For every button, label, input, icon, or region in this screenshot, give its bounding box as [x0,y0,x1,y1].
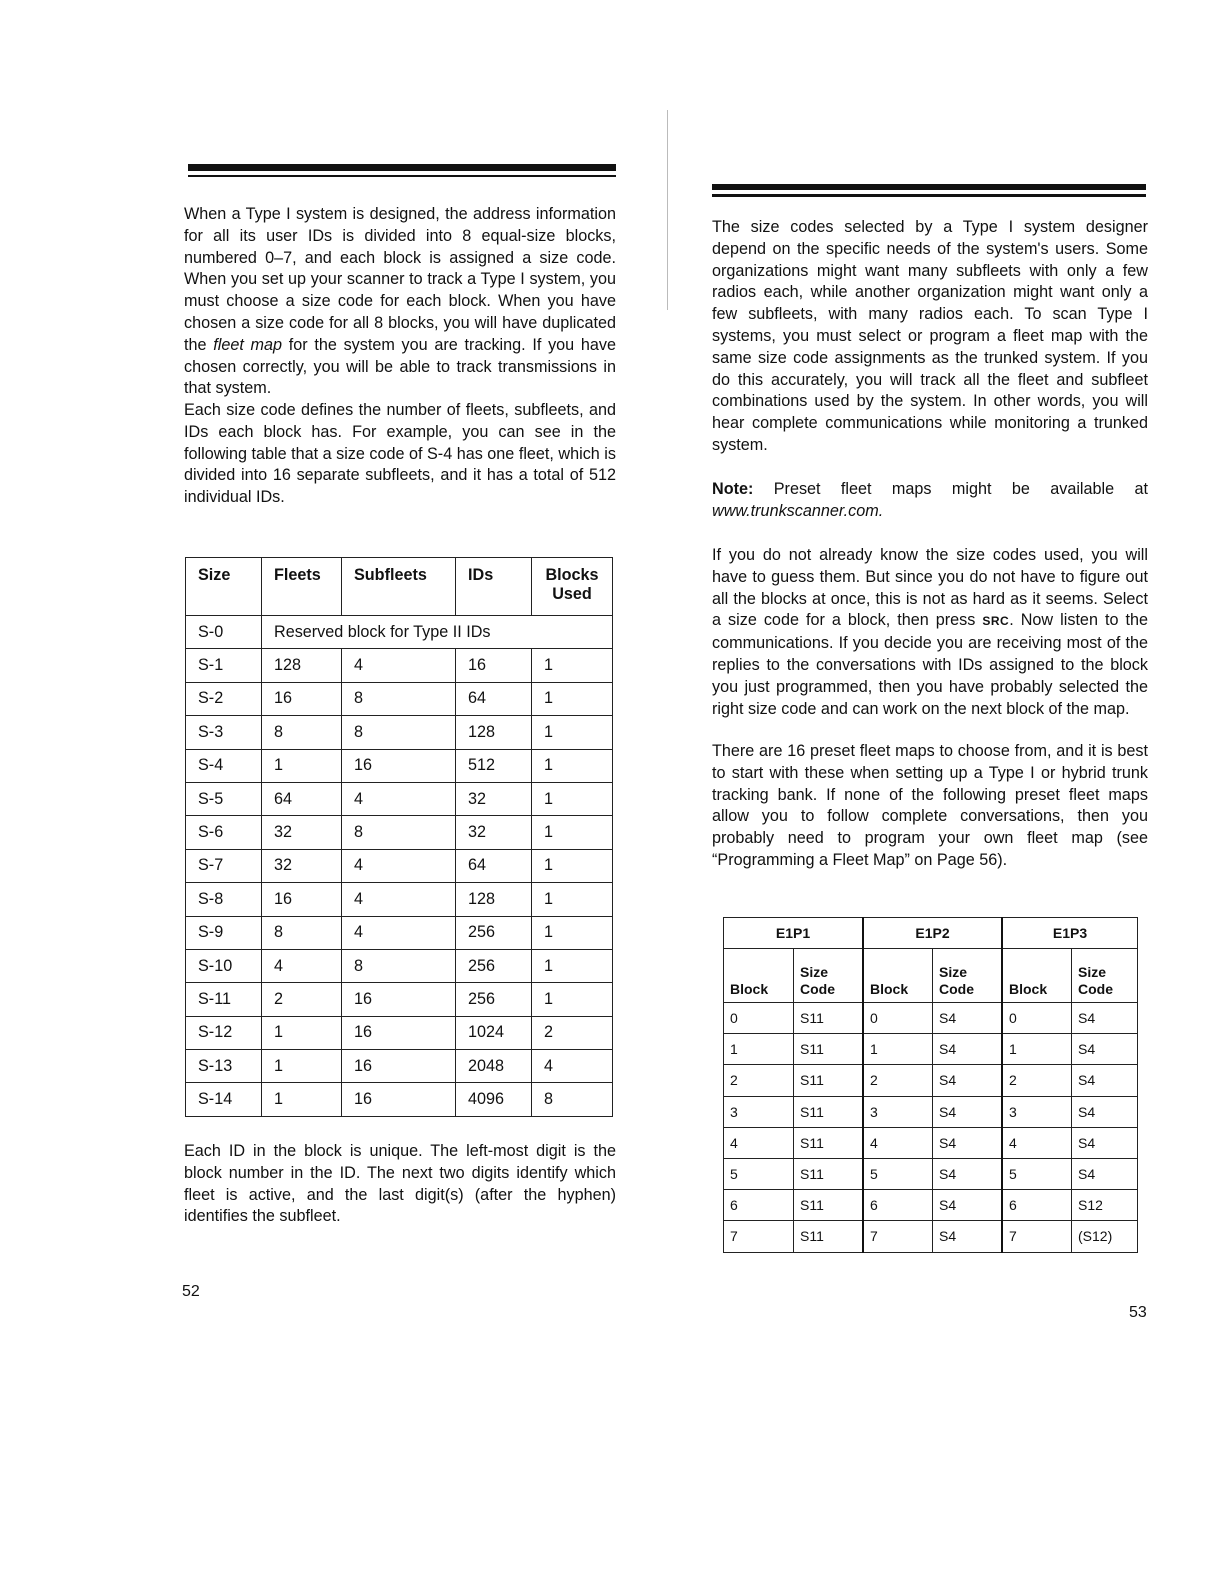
right-header-rule-thin [712,194,1146,197]
table-cell: 6 [863,1190,933,1221]
table-row [724,1190,1138,1221]
table-cell: 1 [724,1034,794,1065]
note-url: www.trunkscanner.com. [712,501,884,520]
table-cell: 8 [262,716,342,749]
table-row-reserved: S-0 Reserved block for Type II IDs [186,616,613,649]
table-cell: S11 [794,1003,864,1034]
size-col-header: Size [186,558,262,616]
table-cell: S4 [933,1221,1003,1252]
table-cell: 16 [456,649,532,682]
size-code-col-header: Size Code [1072,949,1138,1003]
table-row [186,749,613,782]
table-row [186,782,613,815]
left-header-rule-thick [188,164,616,171]
right-header-rule-thick [712,184,1146,190]
table-cell: 3 [724,1096,794,1127]
table-row [724,1096,1138,1127]
table-row [724,1158,1138,1189]
table-cell: S4 [1072,1127,1138,1158]
page-number-left: 52 [182,1283,200,1300]
table-cell: 1024 [456,1016,532,1049]
table-row [724,1034,1138,1065]
table-cell: 2 [262,983,342,1016]
table-cell: 4 [342,916,456,949]
table-cell: 3 [1002,1096,1072,1127]
table-cell: S4 [1072,1065,1138,1096]
group-header-e1p3: E1P3 [1002,918,1138,949]
right-intro-paragraph: The size codes selected by a Type I system designer depend on the specific needs of the system's users. Some organizations might want many subfleets with only a few radios each, while another organization might want only a few subfleets, with many radios each. To scan Type I systems, you must select or program a fleet map with the same size code assignments as the trunked system. If you do this accurately, you will track all the fleet and subfleet combinations used by the system. In other words, you will hear complete communications while monitoring a trunked system. [712,218,1148,454]
table-cell: 16 [262,883,342,916]
table-cell: 1 [532,983,613,1016]
table-cell: 1 [532,883,613,916]
fleets-col-header: Fleets [262,558,342,616]
table-cell: 32 [456,782,532,815]
table-cell: 32 [262,816,342,849]
table-cell: 128 [456,716,532,749]
table-cell: 16 [342,1016,456,1049]
table-row [186,1016,613,1049]
table-cell: 16 [262,682,342,715]
table-cell: S-12 [186,1016,262,1049]
table-cell: 8 [342,949,456,982]
table-cell: 256 [456,949,532,982]
preset-fleet-map-table [723,917,1138,1253]
table-cell: S-13 [186,1050,262,1083]
table-row [186,949,613,982]
table-cell: 4 [342,649,456,682]
table-cell: 4096 [456,1083,532,1116]
table-cell: S11 [794,1190,864,1221]
table-cell: 5 [724,1158,794,1189]
table-cell: 4 [724,1127,794,1158]
left-second-paragraph: Each size code defines the number of fleets, subfleets, and IDs each block has. For example, you can see in the following table that a size code of S-4 has one fleet, which is divided into 16 separate subfleets, and it has a total of 512 individual IDs. [184,401,616,507]
fleet-map-term: fleet map [213,335,283,354]
table-cell: S-7 [186,849,262,882]
table-cell: S4 [1072,1158,1138,1189]
table-cell: 1 [532,716,613,749]
table-cell: 2048 [456,1050,532,1083]
table-cell: 2 [863,1065,933,1096]
size-code-table [185,557,613,1117]
table-row [186,649,613,682]
table-cell: 8 [262,916,342,949]
size-code-col-header: Size Code [933,949,1003,1003]
size-table-header-row [186,558,613,616]
table-cell: (S12) [1072,1221,1138,1252]
table-row [186,1083,613,1116]
table-cell: 1 [532,916,613,949]
table-row [186,1050,613,1083]
table-cell: 128 [262,649,342,682]
left-intro-paragraph: When a Type I system is designed, the address information for all its user IDs is divided into 8 equal-size blocks, numbered 0–7, and each block is assigned a size code. When you set up your scanner to track a Type I system, you must choose a size code for each block. When you have chosen a size code for all 8 blocks, you will have duplicated the fleet map for the system you are tracking. If you have chosen correctly, you will be able to track transmissions in that system. [184,205,616,398]
table-row [186,682,613,715]
table-cell: 8 [342,716,456,749]
table-cell: S-9 [186,916,262,949]
table-cell: 0 [724,1003,794,1034]
table-cell: S11 [794,1127,864,1158]
table-cell: 16 [342,749,456,782]
table-cell: S4 [933,1034,1003,1065]
table-cell: S4 [933,1003,1003,1034]
table-cell: S-14 [186,1083,262,1116]
right-note-paragraph: Note: Preset fleet maps might be available at www.trunkscanner.com. [712,480,1148,520]
note-label: Note: [712,480,754,498]
table-row [724,1003,1138,1034]
block-col-header: Block [724,949,794,1003]
table-cell: 8 [342,682,456,715]
table-row [186,849,613,882]
table-cell: S-6 [186,816,262,849]
table-cell: 512 [456,749,532,782]
table-cell: 4 [1002,1127,1072,1158]
table-cell: S4 [933,1158,1003,1189]
table-cell: 8 [342,816,456,849]
right-guess-paragraph: If you do not already know the size codes used, you will have to guess them. But since you do not have to figure out all the blocks at once, this is not as hard as it seems. Select a size code for a block, then press SRC. Now listen to the communications. If you decide you are receiving most of the replies to the conversations with IDs assigned to the block you just programmed, then you have probably selected the right size code and can work on the next block of the map. [712,546,1148,718]
page-gutter-line [667,110,668,310]
table-cell: S-10 [186,949,262,982]
table-row [724,1221,1138,1252]
table-cell: 16 [342,1050,456,1083]
table-cell: 1 [262,1050,342,1083]
table-cell: 256 [456,983,532,1016]
table-row [186,883,613,916]
table-cell: 1 [863,1034,933,1065]
table-cell: 7 [724,1221,794,1252]
reserved-note: Reserved block for Type II IDs [262,616,613,649]
fleet-group-header-row [724,918,1138,949]
table-cell: 64 [456,682,532,715]
table-cell: 4 [863,1127,933,1158]
table-cell: 128 [456,883,532,916]
table-cell: 64 [456,849,532,882]
table-cell: 1 [1002,1034,1072,1065]
table-cell: 1 [262,1083,342,1116]
table-cell: S12 [1072,1190,1138,1221]
table-cell: 6 [724,1190,794,1221]
table-cell: S4 [933,1065,1003,1096]
table-row [186,983,613,1016]
table-cell: 8 [532,1083,613,1116]
left-closing-paragraph: Each ID in the block is unique. The left-most digit is the block number in the ID. The next two digits identify which fleet is active, and the last digit(s) (after the hyphen) identifies the subfleet. [184,1142,616,1226]
table-cell: S4 [1072,1003,1138,1034]
table-cell: S-2 [186,682,262,715]
fleet-sub-header-row [724,949,1138,1003]
table-cell: S-1 [186,649,262,682]
table-cell: S-3 [186,716,262,749]
table-row [186,916,613,949]
table-cell: 1 [532,649,613,682]
group-header-e1p1: E1P1 [724,918,864,949]
table-cell: 4 [342,883,456,916]
table-cell: S4 [933,1096,1003,1127]
size-code-col-header: Size Code [794,949,864,1003]
table-cell: 32 [262,849,342,882]
table-cell: 0 [1002,1003,1072,1034]
block-col-header: Block [863,949,933,1003]
table-cell: S-11 [186,983,262,1016]
table-cell: 1 [532,816,613,849]
page-number-right: 53 [1129,1304,1147,1321]
src-key-label: SRC [982,614,1010,629]
table-row [186,816,613,849]
left-header-rule-thin [188,175,616,177]
table-cell: 7 [863,1221,933,1252]
table-cell: 1 [532,782,613,815]
table-cell: 1 [532,849,613,882]
table-cell: 2 [1002,1065,1072,1096]
group-header-e1p2: E1P2 [863,918,1002,949]
table-cell: 16 [342,983,456,1016]
table-cell: 3 [863,1096,933,1127]
table-cell: S4 [933,1190,1003,1221]
table-cell: S-5 [186,782,262,815]
table-row [724,1065,1138,1096]
table-cell: 1 [532,749,613,782]
table-cell: S4 [1072,1034,1138,1065]
table-cell: 2 [532,1016,613,1049]
table-cell: S-4 [186,749,262,782]
subfleets-col-header: Subfleets [342,558,456,616]
right-preset-paragraph: There are 16 preset fleet maps to choose from, and it is best to start with these when setting up a Type I or hybrid trunk tracking bank. If none of the following preset fleet maps allow you to follow complete conversations, then you probably need to program your own fleet map (see “Programming a Fleet Map” on Page 56). [712,742,1148,869]
table-cell: 5 [863,1158,933,1189]
table-cell: 32 [456,816,532,849]
table-cell: 6 [1002,1190,1072,1221]
table-row [186,716,613,749]
table-cell: 16 [342,1083,456,1116]
table-cell: 256 [456,916,532,949]
table-cell: 4 [532,1050,613,1083]
table-cell: S11 [794,1096,864,1127]
table-cell: S11 [794,1221,864,1252]
block-col-header: Block [1002,949,1072,1003]
ids-col-header: IDs [456,558,532,616]
table-cell: S-8 [186,883,262,916]
table-cell: 0 [863,1003,933,1034]
table-cell: 4 [342,782,456,815]
table-cell: 4 [262,949,342,982]
table-cell: S11 [794,1034,864,1065]
table-cell: 1 [532,949,613,982]
table-cell: 1 [532,682,613,715]
table-row [724,1127,1138,1158]
table-cell: S4 [1072,1096,1138,1127]
table-cell: 1 [262,1016,342,1049]
table-cell: 4 [342,849,456,882]
table-cell: 7 [1002,1221,1072,1252]
table-cell: S4 [933,1127,1003,1158]
table-cell: 5 [1002,1158,1072,1189]
table-cell: 64 [262,782,342,815]
table-cell: S11 [794,1158,864,1189]
table-cell: S11 [794,1065,864,1096]
table-cell: 1 [262,749,342,782]
table-cell: 2 [724,1065,794,1096]
blocks-used-col-header: Blocks Used [532,558,613,616]
